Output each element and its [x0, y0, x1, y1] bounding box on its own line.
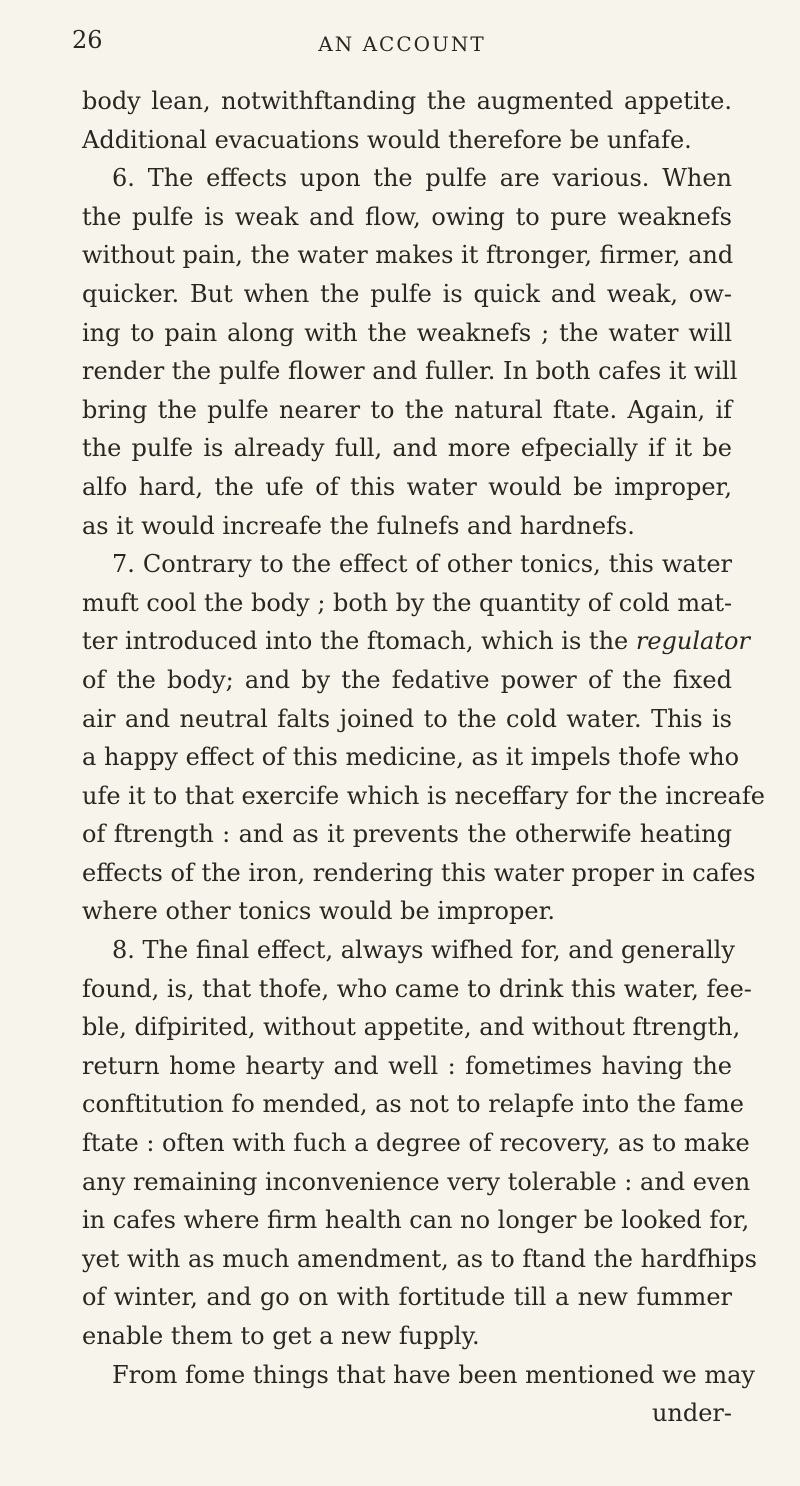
text-line: of ftrength : and as it prevents the otherwife heating — [82, 820, 732, 849]
text-line: ing to pain along with the weaknefs ; the water will — [82, 318, 732, 347]
text-line: conftitution fo mended, as not to relapfe into the fame — [82, 1090, 744, 1119]
text-line: render the pulfe flower and fuller. In both cafes it will — [82, 357, 738, 386]
text-line: enable them to get a new fupply. — [82, 1322, 480, 1350]
page-header — [72, 26, 732, 66]
text-line: found, is, that thofe, who came to drink this water, fee- — [82, 974, 752, 1003]
text-line: without pain, the water makes it ftronger, firmer, and — [82, 241, 734, 270]
text-line — [82, 622, 750, 661]
text-line: the pulfe is weak and flow, owing to pure weaknefs — [82, 202, 732, 231]
text-line: ufe it to that exercife which is neceffary for the increafe — [82, 781, 765, 810]
text-line: a happy effect of this medicine, as it impels thofe who — [82, 743, 740, 772]
italic-term: regulator — [635, 627, 750, 656]
text-line: the pulfe is already full, and more efpecially if it be — [82, 434, 732, 463]
text-line: Additional evacuations would therefore be unfafe. — [82, 125, 692, 154]
text-line: as it would increafe the fulnefs and hardnefs. — [82, 511, 635, 540]
text-line: quicker. But when the pulfe is quick and weak, ow- — [82, 279, 732, 308]
text-line: yet with as much amendment, as to ftand the hardfhips — [82, 1244, 757, 1273]
catchword: under- — [651, 1399, 732, 1428]
text-line: bring the pulfe nearer to the natural ftate. Again, if — [82, 395, 732, 424]
text-line: of winter, and go on with fortitude till a new fummer — [82, 1283, 732, 1312]
text-line: 8. The final effect, always wifhed for, and generally — [112, 936, 735, 965]
text-line: body lean, notwithftanding the augmented appetite. — [82, 87, 732, 115]
text-line: From fome things that have been mentioned we may — [112, 1360, 755, 1389]
text-line: any remaining inconvenience very tolerable : and even — [82, 1167, 751, 1196]
text-line: ble, difpirited, without appetite, and without ftrength, — [82, 1013, 741, 1042]
text-line: ftate : often with fuch a degree of recovery, as to make — [82, 1129, 750, 1158]
text-line: effects of the iron, rendering this water proper in cafes — [82, 858, 756, 887]
body-text — [82, 82, 765, 1433]
text-segment: ter introduced into the ftomach, which is the — [82, 627, 629, 656]
page-number: 26 — [72, 26, 103, 54]
text-line: where other tonics would be improper. — [82, 897, 556, 926]
text-line: return home hearty and well : fometimes having the — [82, 1051, 732, 1080]
text-line: 6. The effects upon the pulfe are various. When — [112, 164, 732, 193]
running-head: AN ACCOUNT — [318, 32, 486, 56]
text-line: muft cool the body ; both by the quantity of cold mat- — [82, 588, 733, 617]
text-line: alfo hard, the ufe of this water would be improper, — [82, 472, 732, 501]
text-line: 7. Contrary to the effect of other tonics, this water — [112, 550, 732, 579]
text-line: air and neutral falts joined to the cold water. This is — [82, 704, 732, 733]
text-line: in cafes where firm health can no longer be looked for, — [82, 1206, 750, 1235]
text-line: of the body; and by the fedative power of the fixed — [82, 665, 732, 694]
